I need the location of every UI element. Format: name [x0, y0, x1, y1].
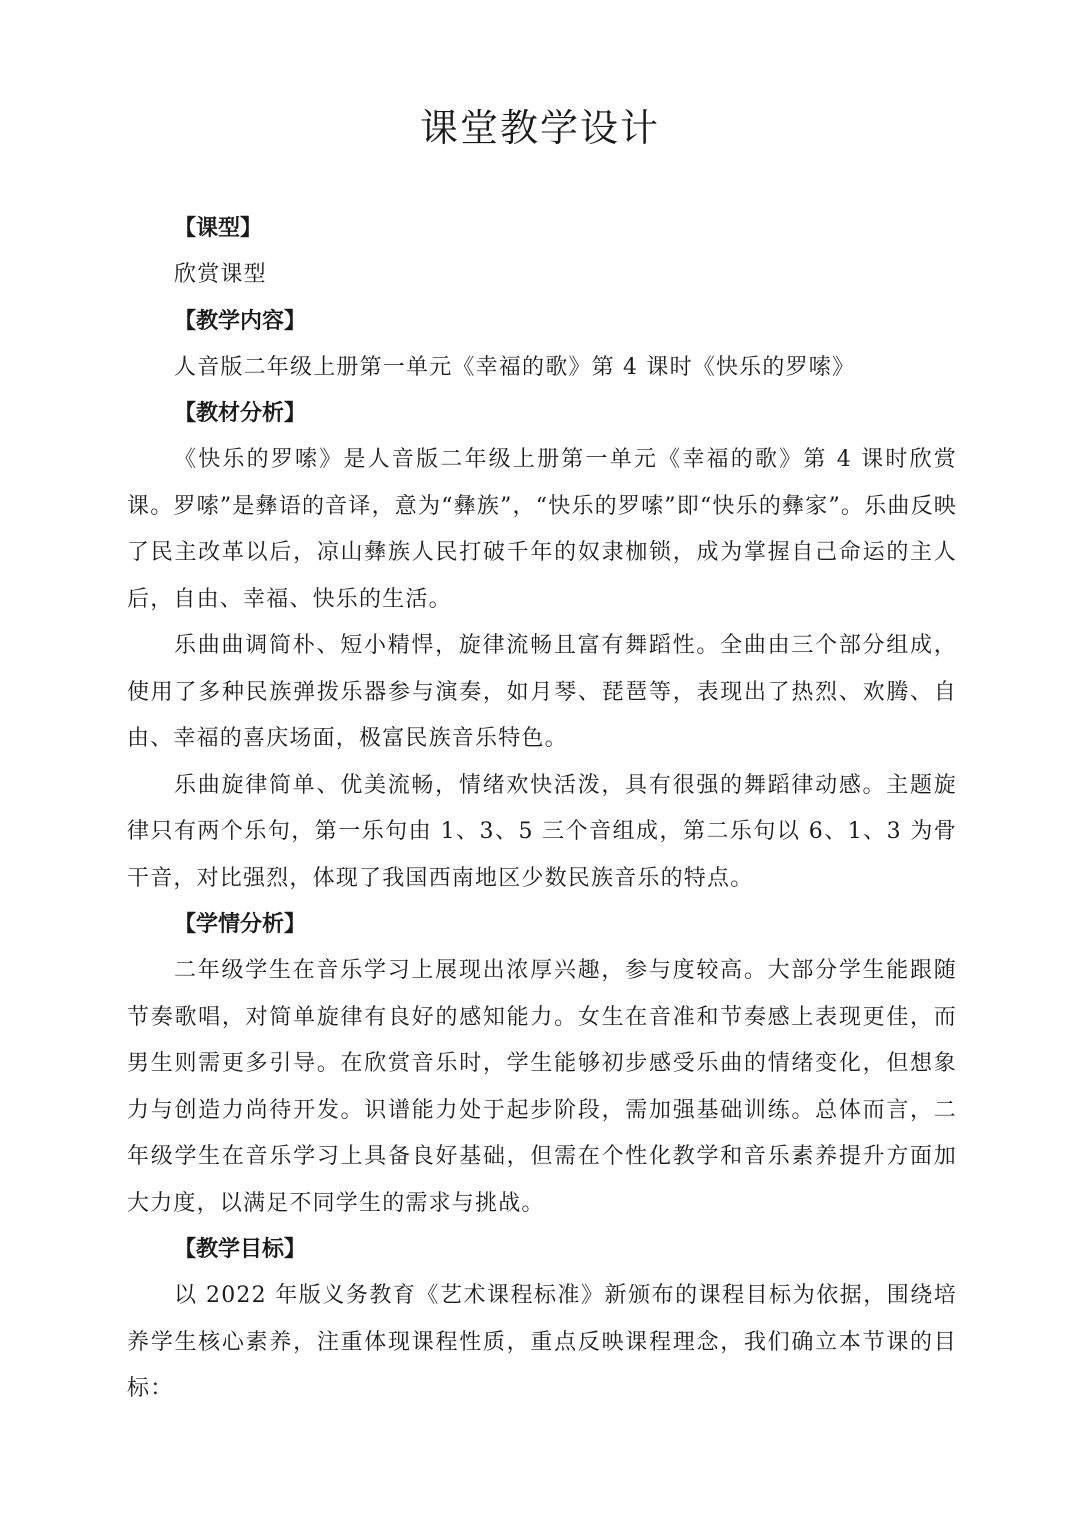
material-analysis-paragraph: 乐曲旋律简单、优美流畅，情绪欢快活泼，具有很强的舞蹈律动感。主题旋律只有两个乐句，第一乐句由 1、3、5 三个音组成，第二乐句以 6、1、3 为骨干音，对比强烈，体现了我国西南地区少数民族音乐的特点。 [127, 772, 957, 891]
section-heading-student-analysis: 【学情分析】 [174, 912, 307, 937]
section-heading-teaching-goals: 【教学目标】 [174, 1237, 307, 1262]
material-analysis-paragraph: 《快乐的罗嗦》是人音版二年级上册第一单元《幸福的歌》第 4 课时欣赏课。罗嗦”是彝语的音译，意为“彝族”，“快乐的罗嗦”即“快乐的彝家”。乐曲反映了民主改革以后，凉山彝族人民打破千年的奴隶枷锁，成为掌握自己命运的主人后，自由、幸福、快乐的生活。 [127, 447, 957, 612]
teaching-content-text: 人音版二年级上册第一单元《幸福的歌》第 4 课时《快乐的罗嗦》 [174, 354, 856, 380]
section-heading-lesson-type: 【课型】 [174, 216, 263, 241]
document-body [127, 206, 957, 1413]
student-analysis-paragraph: 二年级学生在音乐学习上展现出浓厚兴趣，参与度较高。大部分学生能跟随节奏歌唱，对简单旋律有良好的感知能力。女生在音准和节奏感上表现更佳，而男生则需更多引导。在欣赏音乐时，学生能够初步感受乐曲的情绪变化，但想象力与创造力尚待开发。识谱能力处于起步阶段，需加强基础训练。总体而言，二年级学生在音乐学习上具备良好基础，但需在个性化教学和音乐素养提升方面加大力度，以满足不同学生的需求与挑战。 [127, 958, 957, 1216]
section-heading-teaching-content: 【教学内容】 [174, 308, 307, 334]
lesson-type-text: 欣赏课型 [174, 262, 267, 287]
material-analysis-paragraph: 乐曲曲调简朴、短小精悍，旋律流畅且富有舞蹈性。全曲由三个部分组成，使用了多种民族弹拨乐器参与演奏，如月琴、琵琶等，表现出了热烈、欢腾、自由、幸福的喜庆场面，极富民族音乐特色。 [127, 633, 957, 751]
teaching-goals-paragraph: 以 2022 年版义务教育《艺术课程标准》新颁布的课程目标为依据，围绕培养学生核心素养，注重体现课程性质，重点反映课程理念，我们确立本节课的目标： [127, 1283, 957, 1401]
section-heading-material-analysis: 【教材分析】 [174, 401, 307, 426]
page-title: 课堂教学设计 [419, 106, 660, 150]
